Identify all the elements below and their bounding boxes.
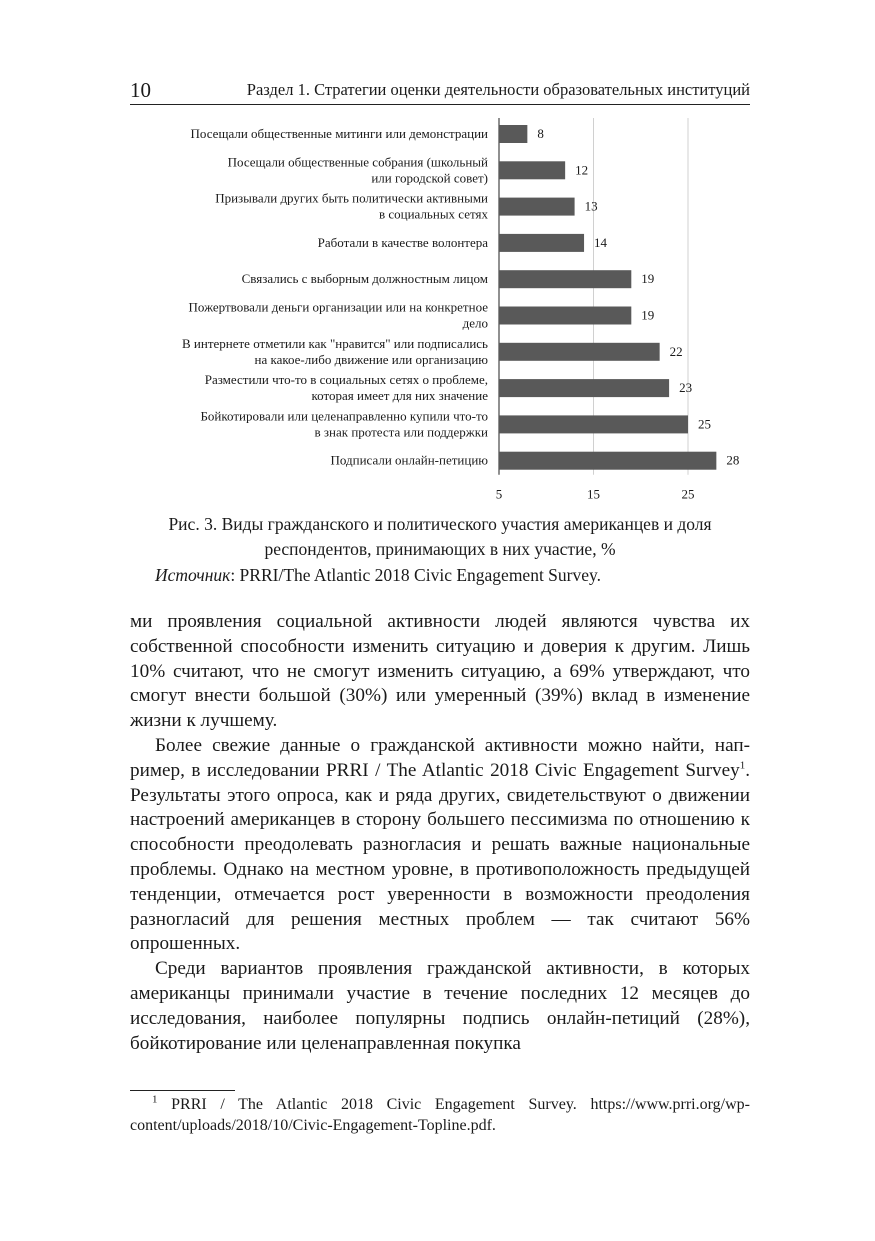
data-label: 22 — [669, 343, 683, 359]
category-label — [318, 235, 489, 250]
data-label: 19 — [641, 271, 655, 287]
category-label-line: в социальных сетях — [378, 206, 488, 222]
bar — [499, 125, 527, 143]
bar — [499, 234, 584, 252]
footnote-marker: 1 — [152, 1093, 158, 1106]
bar — [499, 452, 716, 470]
category-label-line: или городской совет) — [371, 170, 488, 186]
category-label-line: Работали в качестве волонтера — [317, 234, 488, 250]
bar — [499, 379, 669, 397]
bar-chart-svg — [120, 112, 760, 507]
footnote — [130, 1094, 750, 1136]
body-text — [130, 610, 750, 1056]
category-label-line: в знак протеста или поддержки — [314, 424, 488, 440]
data-label: 14 — [594, 234, 608, 250]
paragraph-3: Среди вариантов проявления гражданской активности, в которых американцы принимали участие в течение последних 12 месяцев до исследования, наиболее популярны подпись онлайн-петиций (28%), бойкотирование или целенаправленная покупка — [130, 958, 750, 1054]
category-label — [205, 372, 488, 403]
running-title: Раздел 1. Стратегии оценки деятельности образовательных институций — [246, 80, 750, 99]
data-label: 19 — [641, 307, 655, 323]
footnote-rule — [130, 1090, 235, 1091]
category-label-line: дело — [462, 315, 488, 331]
page-number: 10 — [130, 78, 151, 102]
paragraph-1: ми проявления социальной активности людей являются чувства их собственной способности изменить ситуацию и доверия к другим. Лишь 10% считают, что не смогут изменить ситуацию, а 69% утверждают, что смогут внести большой (30%) или умеренный (39%) вклад в изменение жизни к лучшему. — [130, 611, 750, 732]
bar — [499, 307, 631, 325]
paragraph-2-part-1: Более свежие данные о гражданской активности можно найти, например, в исследовании PRRI / The Atlantic 2018 Civic Engagement Survey — [130, 734, 750, 781]
footnote-ref[interactable]: 1 — [739, 759, 746, 772]
data-label: 25 — [698, 416, 711, 432]
category-label-line: Посещали общественные митинги или демонстрации — [190, 126, 488, 141]
category-label-line: Пожертвовали деньги организации или на конкретное — [188, 299, 488, 315]
category-label-line: которая имеет для них значение — [311, 388, 488, 404]
figure-source — [155, 563, 601, 588]
category-label — [331, 453, 489, 468]
category-label-line: Бойкотировали или целенаправленно купили что-то — [200, 408, 488, 424]
category-label-line: Посещали общественные собрания (школьный — [227, 154, 488, 170]
category-label — [189, 300, 489, 331]
figure-caption: Рис. 3. Виды гражданского и политического участия американцев и доля респондентов, принимающих в них участие, % — [168, 514, 712, 559]
page-header — [130, 76, 750, 105]
category-label — [200, 408, 488, 439]
bar — [499, 270, 631, 288]
x-tick-label: 25 — [681, 486, 695, 502]
footnote-text: PRRI / The Atlantic 2018 Civic Engagement Survey. https://www.prri.org/wp-content/uploads/2018/10/Civic-Engagement-Topline.pdf. — [130, 1096, 750, 1134]
source-text: : PRRI/The Atlantic 2018 Civic Engagement Survey. — [230, 565, 601, 585]
data-label: 12 — [575, 162, 589, 178]
category-label-line: на какое-либо движение или организацию — [254, 351, 488, 367]
bar — [499, 161, 565, 179]
category-label-line: Подписали онлайн-петицию — [330, 452, 488, 468]
paragraph-2-part-2: . Результаты этого опроса, как и ряда других, свидетельствуют о движении настроений американцев в сторону большего пессимизма по отношению к способности преодолевать разногласия и решать важные национальные проблемы. Однако на местном уровне, в противоположность предыдущей тенденции, отмечается рост уверенности в возможности преодоления разногласий для решения местных проблем — так считают 56% опрошенных. — [130, 759, 750, 955]
x-tick-label: 5 — [495, 486, 503, 502]
category-label — [215, 191, 488, 222]
category-label — [191, 126, 489, 141]
category-label — [182, 336, 488, 367]
data-label: 8 — [537, 126, 544, 141]
bar — [499, 343, 660, 361]
bar-chart — [120, 112, 760, 507]
data-label: 23 — [679, 380, 693, 396]
source-label: Источник — [155, 565, 231, 585]
category-label-line: Разместили что-то в социальных сетях о проблеме, — [204, 372, 488, 388]
category-label — [228, 154, 488, 185]
bar — [499, 198, 575, 216]
x-tick-label: 15 — [587, 486, 600, 502]
category-label — [242, 271, 488, 286]
paragraph-2 — [130, 734, 750, 957]
category-label-line: Связались с выборным должностным лицом — [241, 271, 488, 287]
data-label: 28 — [726, 452, 740, 468]
category-label-line: В интернете отметили как "нравится" или подписались — [181, 335, 488, 351]
category-label-line: Призывали других быть политически активными — [215, 190, 488, 206]
data-label: 13 — [584, 198, 598, 214]
bar — [499, 415, 688, 433]
